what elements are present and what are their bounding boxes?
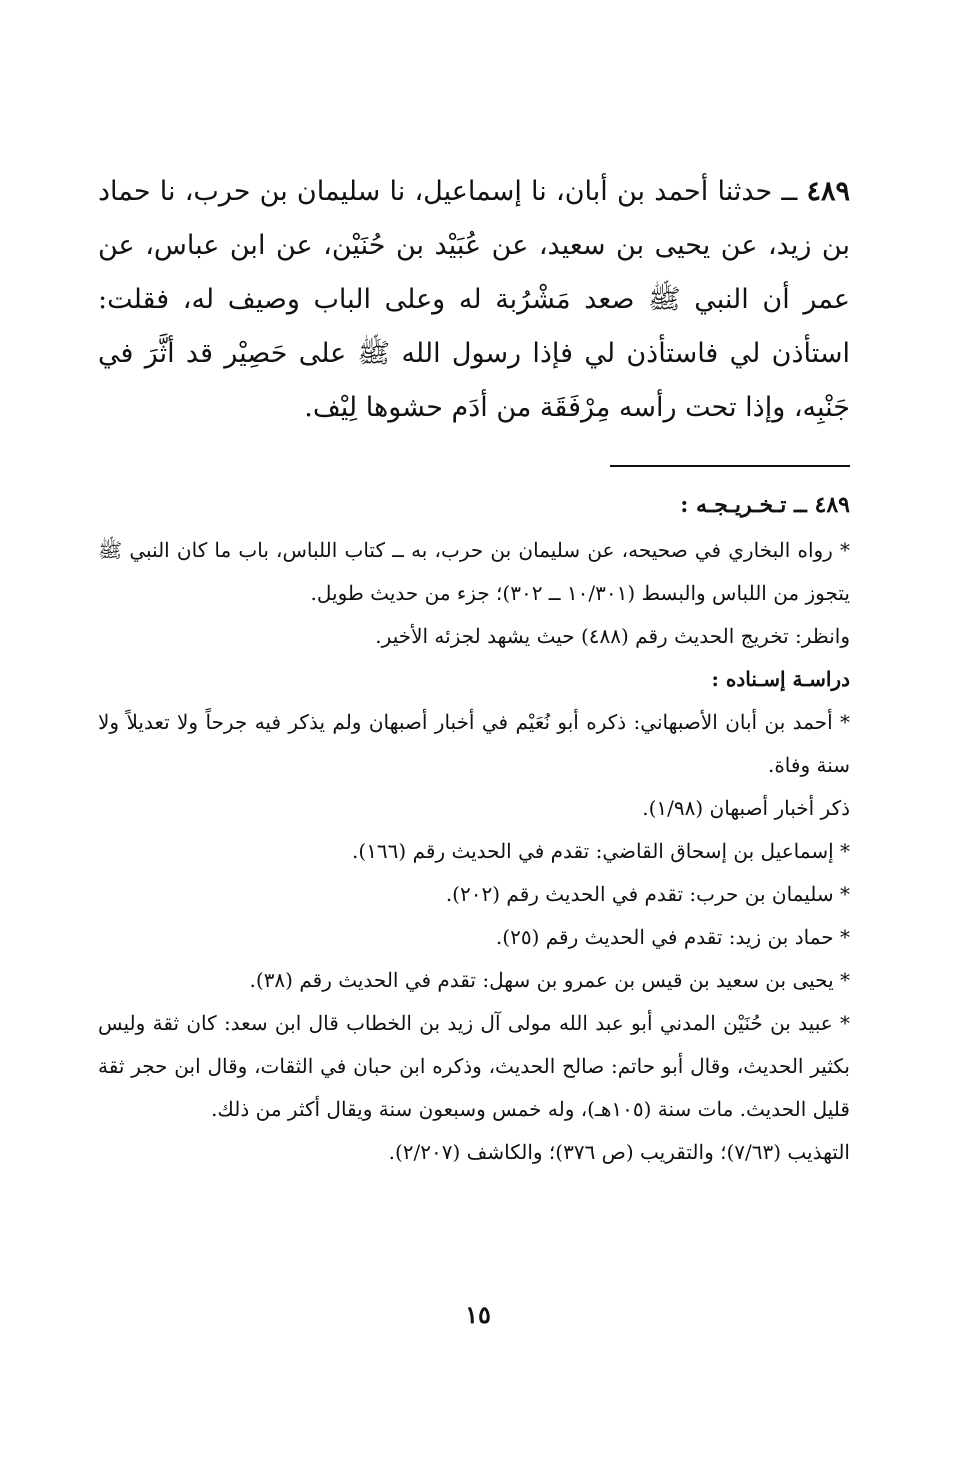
hadith-text-block xyxy=(98,165,850,435)
dirasa-heading: دراسـة إسـناده : xyxy=(711,667,850,691)
hadith-text: ــ حدثنا أحمد بن أبان، نا إسماعيل، نا سليمان بن حرب، نا حماد بن زيد، عن يحيى بن سعيد، عن عُبَيْد بن حُنَيْن، عن ابن عباس، عن عمر أن النبي ﷺ صعد مَشْرُبة له وعلى الباب وصيف له، فقلت: استأذن لي فاستأذن لي فإذا رسول الله ﷺ على حَصِيْر قد أثَّرَ في جَنْبِه، وإذا تحت رأسه مِرْفَقَة من أدَم حشوها لِيْف. xyxy=(98,176,850,423)
dirasa-paragraph: ذكر أخبار أصبهان (١/٩٨). xyxy=(642,796,850,820)
footnote-divider xyxy=(610,465,850,467)
takhrij-heading: ٤٨٩ ــ تـخـريـجـه : xyxy=(680,492,850,518)
takhrij-paragraph: * رواه البخاري في صحيحه، عن سليمان بن حرب، به ــ كتاب اللباس، باب ما كان النبي ﷺ يتجوز من اللباس والبسط (١٠/٣٠١ ــ ٣٠٢)؛ جزء من حديث طويل. xyxy=(98,538,851,605)
takhrij-paragraph: وانظر: تخريج الحديث رقم (٤٨٨) حيث يشهد لجزئه الأخير. xyxy=(375,624,850,648)
dirasa-paragraph: * إسماعيل بن إسحاق القاضي: تقدم في الحديث رقم (١٦٦). xyxy=(352,839,850,863)
dirasa-paragraph: * عبيد بن حُنَيْن المدني أبو عبد الله مولى آل زيد بن الخطاب قال ابن سعد: كان ثقة وليس بكثير الحديث، وقال أبو حاتم: صالح الحديث، وذكره ابن حبان في الثقات، وقال ابن حجر ثقة قليل الحديث. مات سنة (١٠٥هـ)، وله خمس وسبعون سنة ويقال أكثر من ذلك. xyxy=(98,1011,850,1121)
dirasa-paragraph: * حماد بن زيد: تقدم في الحديث رقم (٢٥). xyxy=(495,925,850,949)
hadith-number: ٤٨٩ xyxy=(806,176,850,207)
dirasa-paragraph: * سليمان بن حرب: تقدم في الحديث رقم (٢٠٢). xyxy=(445,882,850,906)
dirasa-paragraph: * أحمد بن أبان الأصبهاني: ذكره أبو نُعَيْم في أخبار أصبهان ولم يذكر فيه جرحاً ولا تعديلاً ولا سنة وفاة. xyxy=(98,710,850,777)
page-number: ١٥ xyxy=(465,1300,491,1329)
page-content xyxy=(98,165,850,1174)
dirasa-paragraph: * يحيى بن سعيد بن قيس بن عمرو بن سهل: تقدم في الحديث رقم (٣٨). xyxy=(249,968,850,992)
notes-section xyxy=(98,485,850,1174)
dirasa-paragraph: التهذيب (٧/٦٣)؛ والتقريب (ص ٣٧٦)؛ والكاشف (٢/٢٠٧). xyxy=(388,1140,850,1164)
